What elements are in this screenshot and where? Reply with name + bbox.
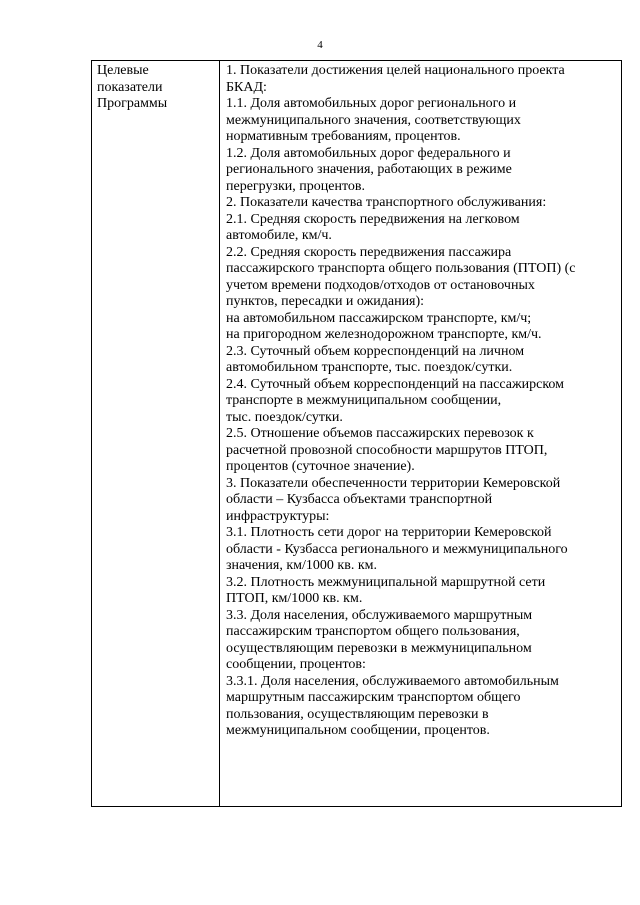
indicator-line: пунктов, пересадки и ожидания): xyxy=(226,294,425,309)
row-label-line: Программы xyxy=(97,96,168,111)
indicator-line: 3.1. Плотность сети дорог на территории Кемеровской xyxy=(226,525,552,540)
indicator-line: значения, км/1000 кв. км. xyxy=(226,558,377,573)
indicator-line: области - Кузбасса регионального и межмуниципального xyxy=(226,541,568,557)
table-row xyxy=(92,61,622,807)
row-content-cell xyxy=(220,61,622,807)
indicator-line: 2.3. Суточный объем корреспонденций на личном xyxy=(226,343,525,359)
indicator-line: пассажирского транспорта общего пользования (ПТОП) (с xyxy=(226,261,576,276)
indicator-line: 1. Показатели достижения целей национального проекта xyxy=(226,63,565,78)
row-label xyxy=(92,61,219,113)
indicator-line: расчетной провозной способности маршрутов ПТОП, xyxy=(226,442,548,458)
indicator-line: на пригородном железнодорожном транспорте, км/ч. xyxy=(226,327,542,342)
indicator-line: тыс. поездок/сутки. xyxy=(226,409,343,425)
indicator-line: автомобильном транспорте, тыс. поездок/сутки. xyxy=(226,360,513,375)
indicator-line: пассажирским транспортом общего пользования, xyxy=(226,624,520,639)
indicator-line: 2.4. Суточный объем корреспонденций на пассажирском xyxy=(226,376,565,392)
indicator-line: БКАД: xyxy=(226,79,267,95)
indicator-line: 2.5. Отношение объемов пассажирских перевозок к xyxy=(226,426,534,441)
indicator-line: 3.3. Доля населения, обслуживаемого маршрутным xyxy=(226,607,533,623)
indicator-line: автомобиле, км/ч. xyxy=(226,228,332,243)
indicator-line: осуществляющим перевозки в межмуниципальном xyxy=(226,640,532,656)
indicator-line: маршрутным пассажирским транспортом общего xyxy=(226,690,521,705)
indicator-line: пользования, осуществляющим перевозки в xyxy=(226,706,489,722)
indicator-line: 3.3.1. Доля населения, обслуживаемого автомобильным xyxy=(226,673,559,689)
indicator-line: 1.1. Доля автомобильных дорог регионального и xyxy=(226,96,517,111)
indicators-list xyxy=(220,61,621,740)
indicator-line: 1.2. Доля автомобильных дорог федерального и xyxy=(226,145,511,161)
indicator-line: перегрузки, процентов. xyxy=(226,178,366,194)
indicator-line: ПТОП, км/1000 кв. км. xyxy=(226,591,363,606)
indicator-line: межмуниципальном сообщении, процентов. xyxy=(226,723,490,738)
indicator-line: области – Кузбасса объектами транспортной xyxy=(226,492,493,507)
indicator-line: сообщении, процентов: xyxy=(226,657,366,672)
indicator-line: регионального значения, работающих в режиме xyxy=(226,162,512,177)
page-number: 4 xyxy=(317,39,323,51)
row-label-cell xyxy=(92,61,220,807)
indicator-line: 2.2. Средняя скорость передвижения пассажира xyxy=(226,244,512,260)
indicator-line: 3. Показатели обеспеченности территории Кемеровской xyxy=(226,475,561,491)
indicator-line: межмуниципального значения, соответствующих xyxy=(226,112,521,128)
row-label-line: показатели xyxy=(97,79,163,95)
indicator-line: учетом времени подходов/отходов от остановочных xyxy=(226,277,535,293)
indicator-line: 2.1. Средняя скорость передвижения на легковом xyxy=(226,211,520,227)
indicator-line: транспорте в межмуниципальном сообщении, xyxy=(226,393,502,408)
indicator-line: 2. Показатели качества транспортного обслуживания: xyxy=(226,195,547,210)
indicator-line: на автомобильном пассажирском транспорте, км/ч; xyxy=(226,310,532,326)
program-indicators-table xyxy=(91,60,622,807)
indicator-line: процентов (суточное значение). xyxy=(226,459,415,474)
indicator-line: нормативным требованиям, процентов. xyxy=(226,129,461,144)
indicator-line: инфраструктуры: xyxy=(226,508,330,524)
indicator-line: 3.2. Плотность межмуниципальной маршрутной сети xyxy=(226,574,546,590)
row-label-line: Целевые xyxy=(97,63,149,78)
